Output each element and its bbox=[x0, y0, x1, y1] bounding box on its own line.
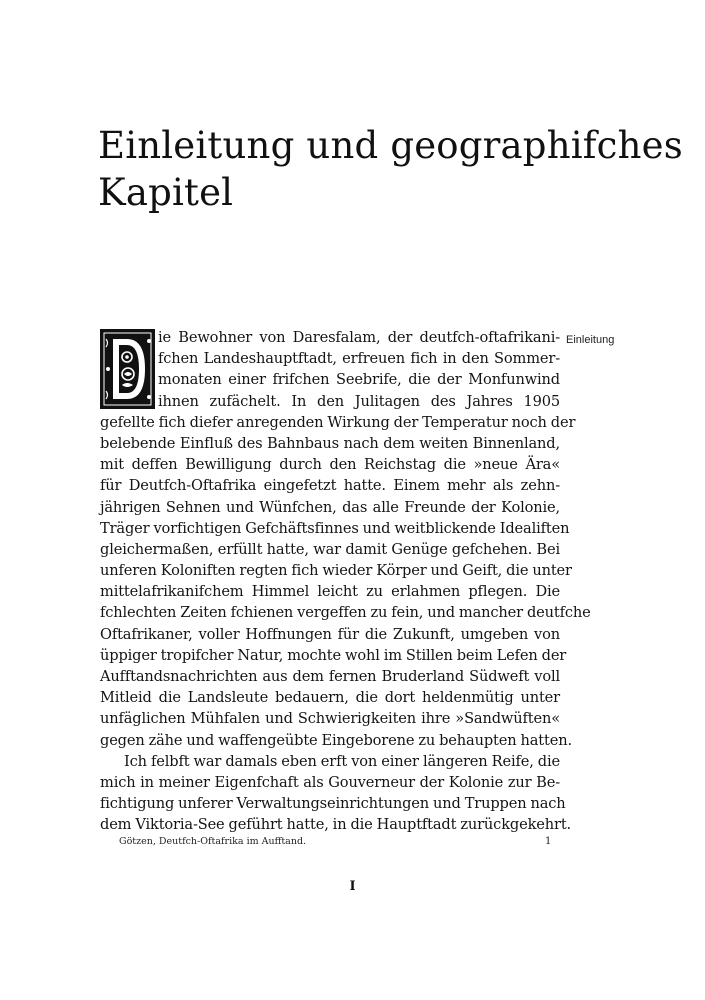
text-line: Träger vorfichtigen Gefchäftsfinnes und weitblickende Idealiften bbox=[100, 519, 570, 537]
text-line: üppiger tropifcher Natur, mochte wohl im Stillen beim Lefen der bbox=[100, 646, 567, 664]
chapter-title bbox=[98, 122, 683, 216]
text-line: Ich felbft war damals eben erft von einer längeren Reife, die bbox=[124, 752, 560, 770]
text-line: gefellte fich diefer anregenden Wirkung der Temperatur noch der bbox=[100, 413, 576, 431]
text-line: mittelafrikanifchem Himmel leicht zu erlahmen pflegen. Die bbox=[100, 583, 560, 601]
text-line: Aufftandsnachrichten aus dem fernen Bruderland Südweft voll bbox=[100, 668, 560, 685]
text-line: monaten einer frifchen Seebrife, die der Monfunwind bbox=[158, 371, 560, 389]
page-number: I bbox=[349, 879, 356, 894]
text-line: gegen zähe und waffengeübte Eingeborene zu behaupten hatten. bbox=[100, 731, 572, 749]
margin-note: Einleitung bbox=[566, 334, 615, 346]
text-line: belebende Einfluß des Bahnbaus nach dem weiten Binnenland, bbox=[100, 434, 560, 452]
chapter-title-line-1: Einleitung und geographifches bbox=[98, 124, 683, 167]
signature-mark: 1 bbox=[545, 836, 552, 847]
text-line: dem Viktoria-See geführt hatte, in die Hauptftadt zurückgekehrt. bbox=[100, 816, 572, 834]
text-line: gleichermaßen, erfüllt hatte, war damit Genüge gefchehen. Bei bbox=[100, 540, 560, 558]
text-line: für Deutfch-Oftafrika eingefetzt hatte. Einem mehr als zehn- bbox=[100, 477, 560, 495]
text-line: ie Bewohner von Daresfalam, der deutfch-oftafrikani- bbox=[158, 329, 560, 346]
text-line: fchlechten Zeiten fchienen vergeffen zu fein, und mancher deutfche bbox=[100, 604, 591, 622]
footer-note: Götzen, Deutfch-Oftafrika im Aufftand. bbox=[119, 836, 307, 847]
chapter-title-line-2: Kapitel bbox=[98, 171, 234, 214]
text-line: unfäglichen Mühfalen und Schwierigkeiten ihre »Sandwüften« bbox=[100, 710, 560, 728]
text-line: mit deffen Bewilligung durch den Reichstag die »neue Ära« bbox=[100, 456, 560, 474]
text-line: Oftafrikaner, voller Hoffnungen für die Zukunft, umgeben von bbox=[100, 625, 560, 643]
text-line: Mitleid die Landsleute bedauern, die dort heldenmütig unter bbox=[100, 689, 560, 707]
text-line: fichtigung unferer Verwaltungseinrichtungen und Truppen nach bbox=[100, 795, 566, 813]
text-line: mich in meiner Eigenfchaft als Gouverneur der Kolonie zur Be- bbox=[100, 773, 560, 791]
text-line: fchen Landeshauptftadt, erfreuen fich in den Sommer- bbox=[158, 350, 560, 368]
text-line: unferen Koloniften regten fich wieder Körper und Geift, die unter bbox=[100, 562, 572, 580]
text-line: ihnen zufächelt. In den Julitagen des Jahres 1905 bbox=[158, 392, 560, 410]
text-line: jährigen Sehnen und Wünfchen, das alle Freunde der Kolonie, bbox=[100, 498, 560, 516]
